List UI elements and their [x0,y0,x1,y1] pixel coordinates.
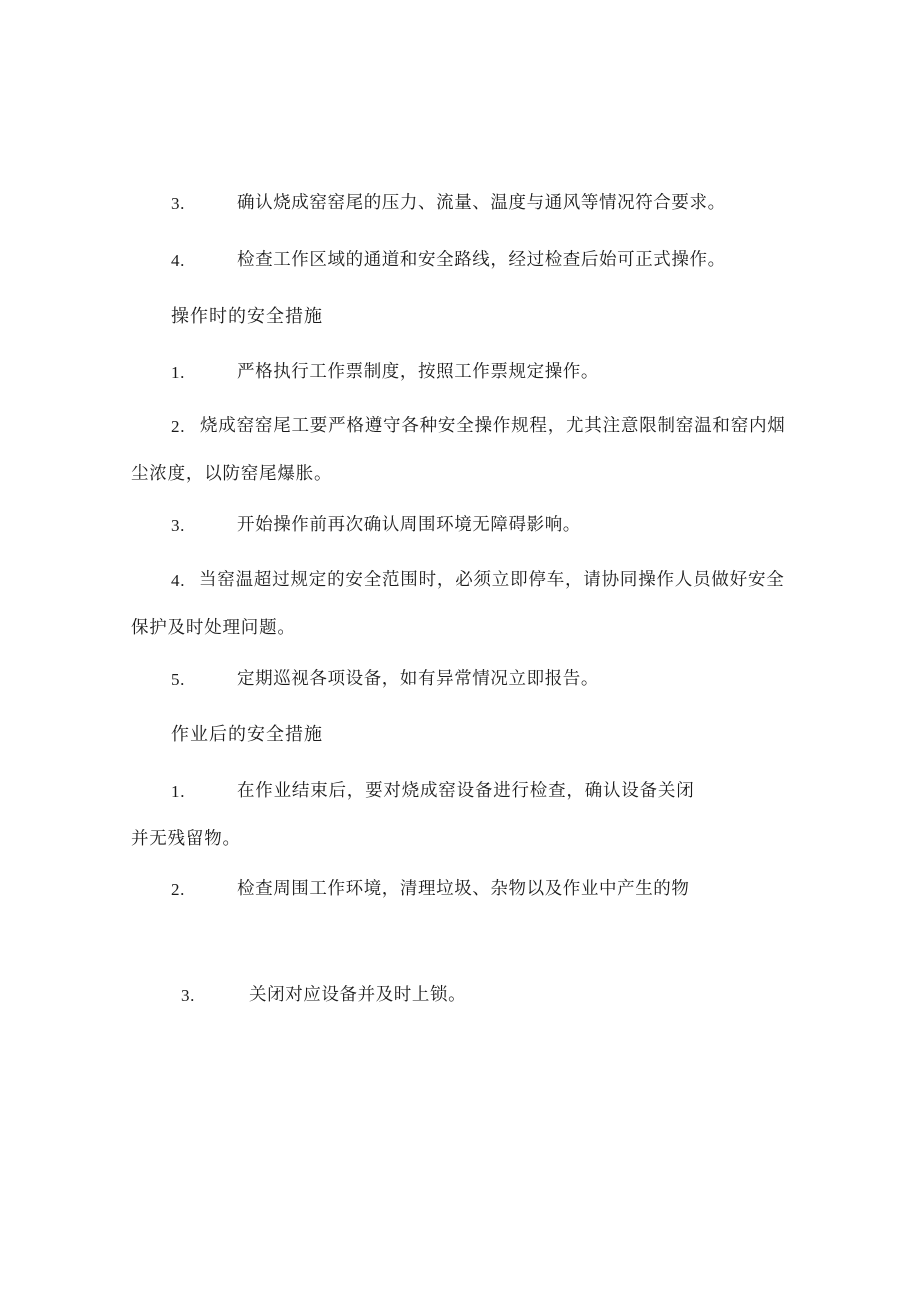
item-text: 关闭对应设备并及时上锁。 [249,985,467,1005]
item-text-line2: 保护及时处理问题。 [131,618,296,638]
item-text: 检查工作区域的通道和安全路线，经过检查后始可正式操作。 [237,250,726,270]
section-heading-during: 操作时的安全措施 [171,306,323,327]
item-text-line1: 烧成窑窑尾工要严格遵守各种安全操作规程，尤其注意限制窑温和窑内烟 [200,416,786,436]
item-number: 5. [171,670,185,689]
item-number: 3. [171,516,185,535]
item-text: 检查周围工作环境，清理垃圾、杂物以及作业中产生的物 [237,879,690,899]
item-number: 2. [171,417,186,436]
item-text-line1: 当窑温超过规定的安全范围时，必须立即停车，请协同操作人员做好安全 [199,570,785,590]
section-heading-after: 作业后的安全措施 [171,724,323,745]
item-text-line1: 在作业结束后，要对烧成窑设备进行检查，确认设备关闭 [237,781,695,801]
item-number: 4. [171,571,186,590]
item-text: 定期巡视各项设备，如有异常情况立即报告。 [237,669,599,689]
item-text-line2: 尘浓度，以防窑尾爆胀。 [131,464,333,484]
item-number: 4. [171,251,185,270]
item-number: 1. [171,363,185,382]
item-number: 1. [171,782,186,801]
item-text: 严格执行工作票制度，按照工作票规定操作。 [237,362,599,382]
item-number: 3. [181,986,195,1005]
item-number: 3. [171,194,185,213]
item-text: 开始操作前再次确认周围环境无障碍影响。 [237,515,581,535]
item-text-line2: 并无残留物。 [131,829,241,849]
item-text: 确认烧成窑窑尾的压力、流量、温度与通风等情况符合要求。 [237,193,726,213]
item-number: 2. [171,880,185,899]
